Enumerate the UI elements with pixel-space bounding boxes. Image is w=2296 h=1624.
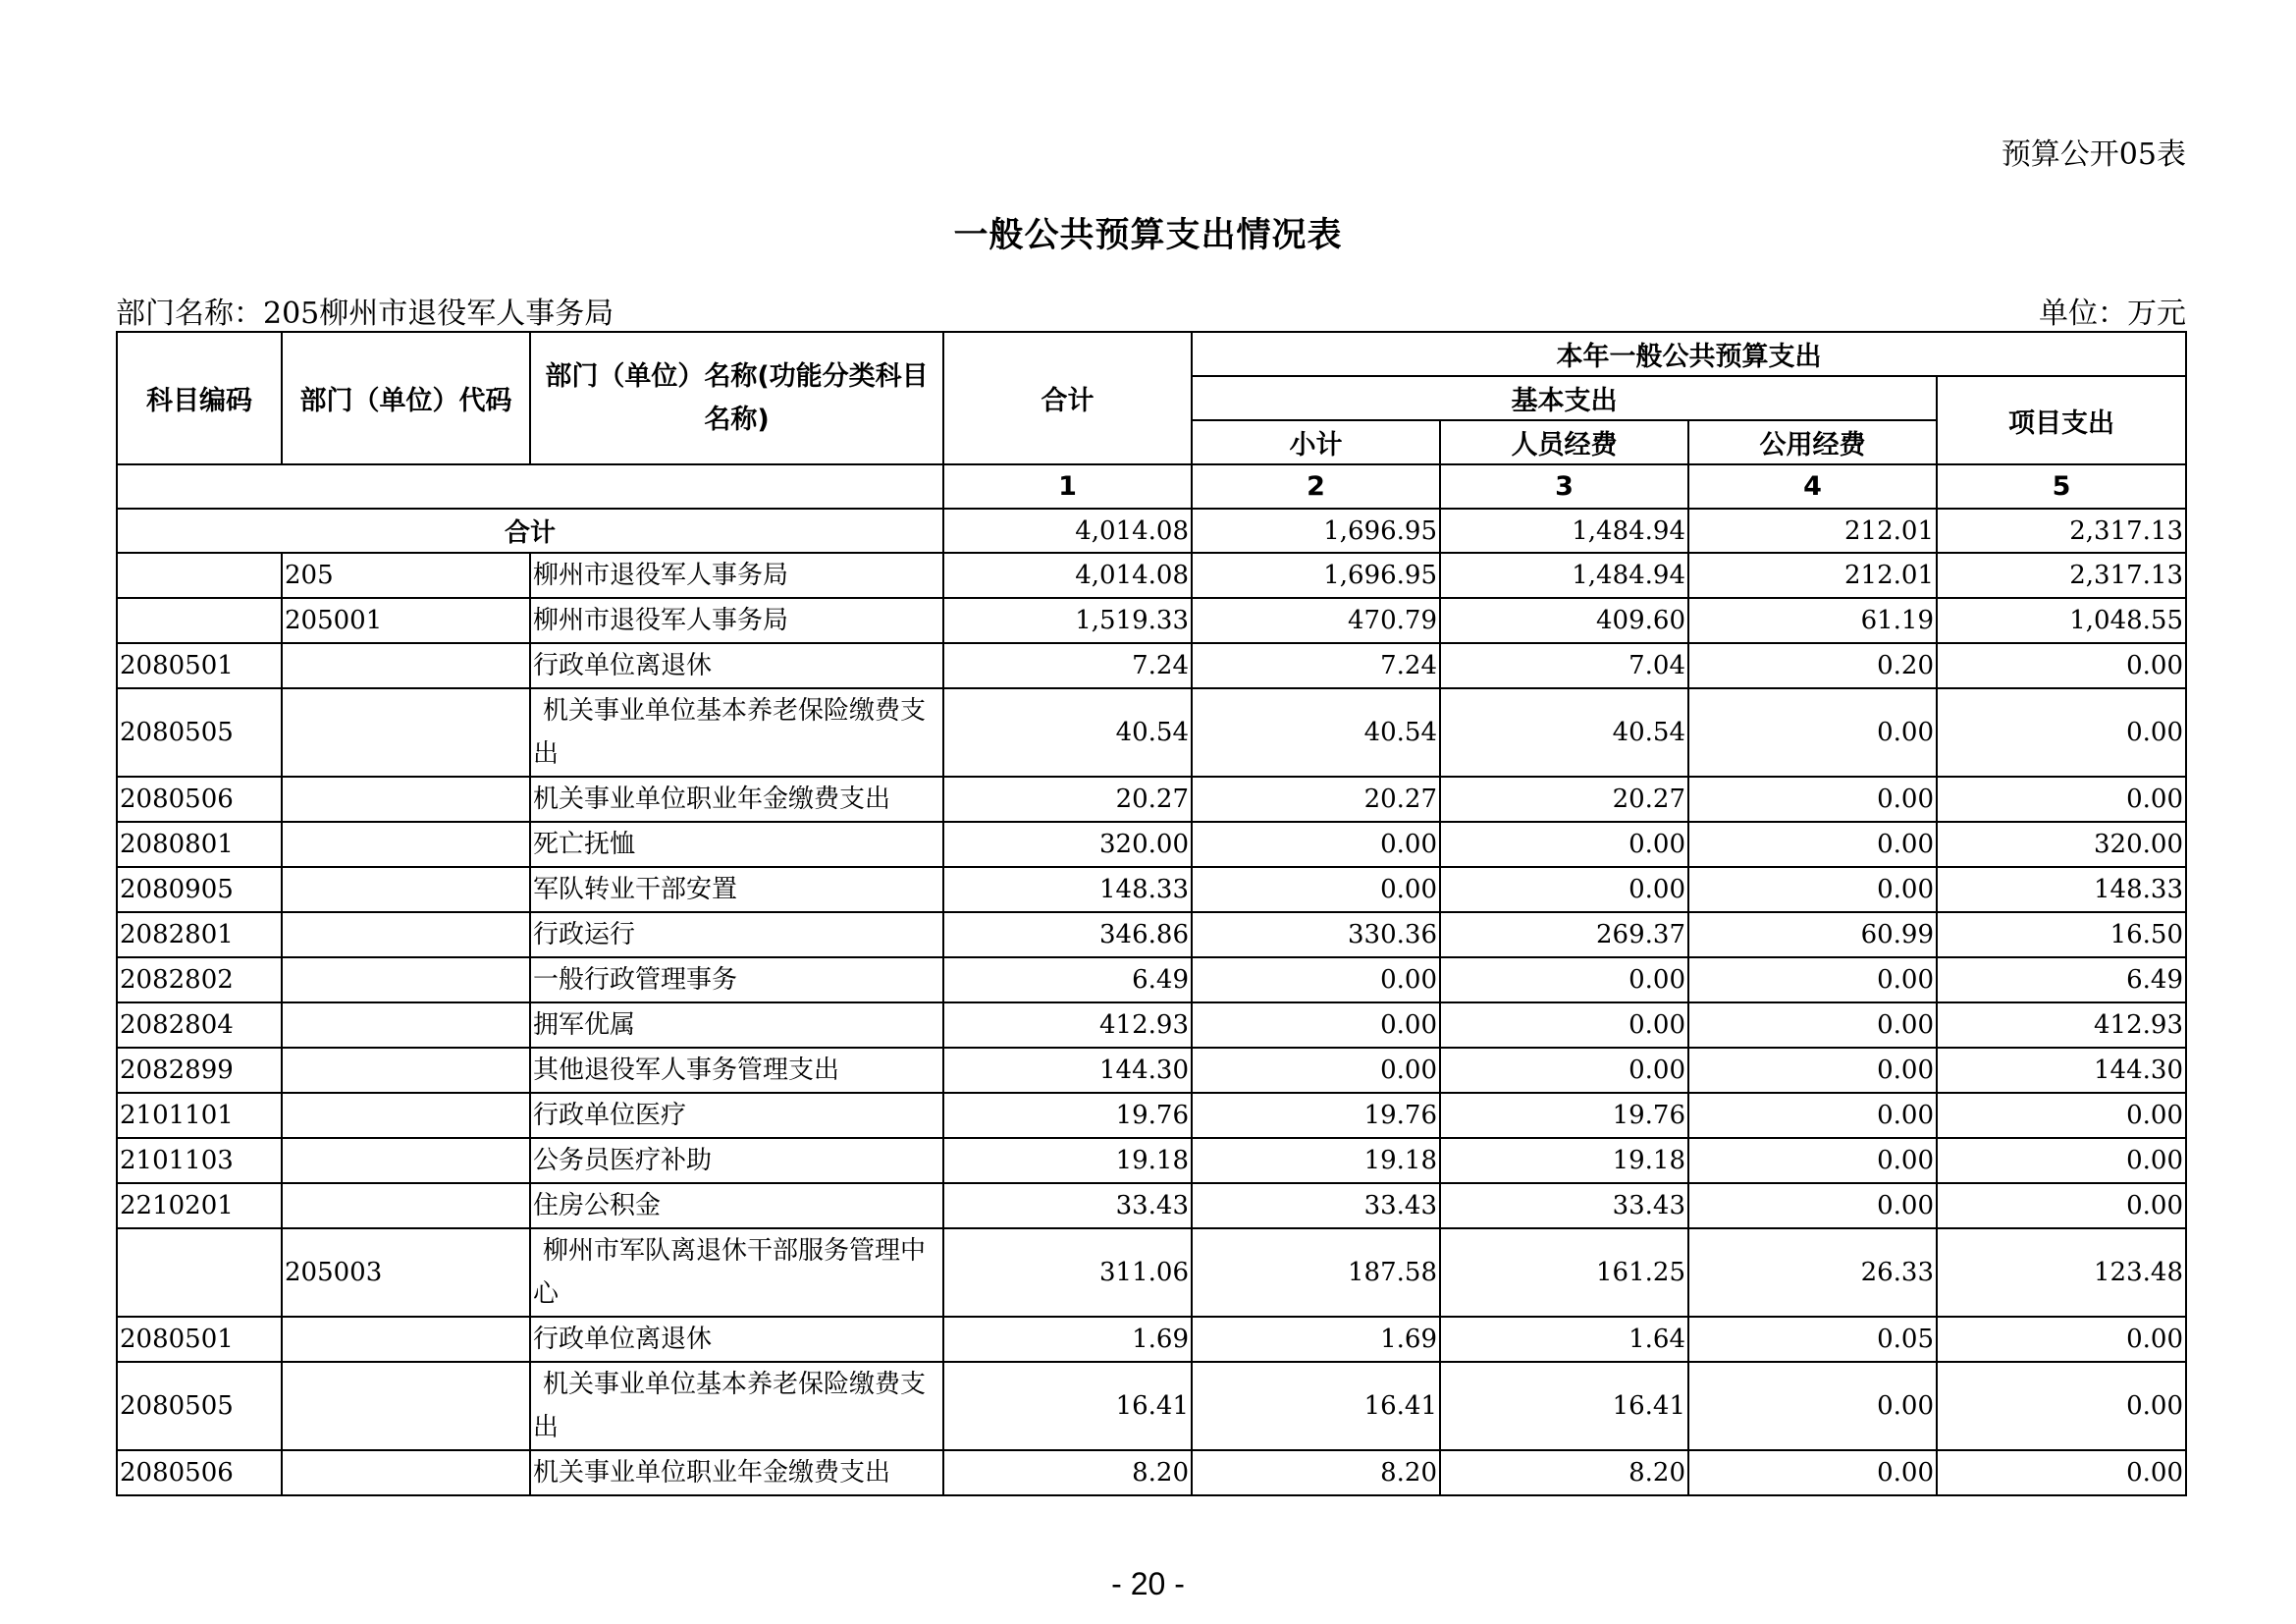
amount-cell: 148.33 — [943, 867, 1192, 912]
item-name: 柳州市退役军人事务局 — [530, 553, 943, 598]
item-name: 柳州市退役军人事务局 — [530, 598, 943, 643]
total-value: 1,484.94 — [1440, 509, 1688, 553]
amount-cell: 0.00 — [1192, 867, 1440, 912]
amount-cell: 7.04 — [1440, 643, 1688, 688]
item-name: 行政单位离退休 — [530, 643, 943, 688]
amount-cell: 212.01 — [1688, 553, 1937, 598]
subject-code — [117, 1228, 282, 1317]
amount-cell: 0.00 — [1192, 822, 1440, 867]
subject-code: 2082899 — [117, 1048, 282, 1093]
amount-cell: 320.00 — [1937, 822, 2186, 867]
amount-cell: 161.25 — [1440, 1228, 1688, 1317]
header-index-3: 3 — [1440, 464, 1688, 509]
table-row — [117, 598, 2186, 643]
amount-cell: 0.00 — [1937, 1093, 2186, 1138]
header-index-spacer — [117, 464, 943, 509]
unit-code — [282, 1317, 530, 1362]
page-title: 一般公共预算支出情况表 — [953, 215, 1343, 255]
amount-cell: 0.00 — [1688, 1362, 1937, 1450]
subject-code: 2082801 — [117, 912, 282, 957]
amount-cell: 0.00 — [1937, 777, 2186, 822]
amount-cell: 187.58 — [1192, 1228, 1440, 1317]
table-row — [117, 1183, 2186, 1228]
amount-cell: 311.06 — [943, 1228, 1192, 1317]
table-row — [117, 1450, 2186, 1495]
item-name: 机关事业单位职业年金缴费支出 — [530, 777, 943, 822]
header-current-year: 本年一般公共预算支出 — [1192, 332, 2186, 376]
amount-cell: 0.00 — [1937, 688, 2186, 777]
item-name: 拥军优属 — [530, 1002, 943, 1048]
table-row — [117, 1317, 2186, 1362]
amount-cell: 19.18 — [943, 1138, 1192, 1183]
header-total: 合计 — [943, 332, 1192, 464]
amount-cell: 330.36 — [1192, 912, 1440, 957]
table-row — [117, 1138, 2186, 1183]
amount-cell: 0.00 — [1440, 1048, 1688, 1093]
amount-cell: 8.20 — [943, 1450, 1192, 1495]
unit-code — [282, 1183, 530, 1228]
table-row — [117, 1362, 2186, 1450]
subject-code: 2210201 — [117, 1183, 282, 1228]
item-name: 死亡抚恤 — [530, 822, 943, 867]
amount-cell: 0.00 — [1688, 822, 1937, 867]
amount-cell: 8.20 — [1192, 1450, 1440, 1495]
subject-code: 2080506 — [117, 1450, 282, 1495]
total-value: 2,317.13 — [1937, 509, 2186, 553]
amount-cell: 0.00 — [1688, 1183, 1937, 1228]
unit-code — [282, 1138, 530, 1183]
total-value: 212.01 — [1688, 509, 1937, 553]
amount-cell: 60.99 — [1688, 912, 1937, 957]
amount-cell: 0.00 — [1688, 867, 1937, 912]
page-number: - 20 - — [1111, 1566, 1185, 1601]
table-row — [117, 867, 2186, 912]
amount-cell: 26.33 — [1688, 1228, 1937, 1317]
table-row — [117, 822, 2186, 867]
item-name: 行政单位离退休 — [530, 1317, 943, 1362]
table-row — [117, 957, 2186, 1002]
table-row — [117, 777, 2186, 822]
unit-code — [282, 1048, 530, 1093]
subject-code: 2080505 — [117, 688, 282, 777]
amount-cell: 0.00 — [1688, 1048, 1937, 1093]
table-row — [117, 688, 2186, 777]
amount-cell: 0.00 — [1937, 1317, 2186, 1362]
amount-cell: 148.33 — [1937, 867, 2186, 912]
header-project: 项目支出 — [1937, 376, 2186, 464]
header-personnel: 人员经费 — [1440, 420, 1688, 464]
item-name: 公务员医疗补助 — [530, 1138, 943, 1183]
amount-cell: 470.79 — [1192, 598, 1440, 643]
table-row — [117, 1093, 2186, 1138]
amount-cell: 144.30 — [943, 1048, 1192, 1093]
subject-code — [117, 553, 282, 598]
form-number: 预算公开05表 — [2001, 137, 2186, 172]
amount-cell: 0.00 — [1688, 777, 1937, 822]
subject-code: 2080501 — [117, 643, 282, 688]
amount-cell: 123.48 — [1937, 1228, 2186, 1317]
department-label: 部门名称：205柳州市退役军人事务局 — [116, 297, 614, 331]
unit-code — [282, 1362, 530, 1450]
amount-cell: 40.54 — [1192, 688, 1440, 777]
unit-code — [282, 1093, 530, 1138]
amount-cell: 0.00 — [1440, 867, 1688, 912]
amount-cell: 0.00 — [1937, 643, 2186, 688]
amount-cell: 0.00 — [1937, 1362, 2186, 1450]
amount-cell: 0.00 — [1440, 822, 1688, 867]
budget-table — [116, 331, 2187, 1496]
table-row — [117, 912, 2186, 957]
amount-cell: 0.00 — [1937, 1450, 2186, 1495]
subject-code — [117, 598, 282, 643]
subject-code: 2080505 — [117, 1362, 282, 1450]
amount-cell: 2,317.13 — [1937, 553, 2186, 598]
amount-cell: 33.43 — [1440, 1183, 1688, 1228]
unit-code: 205003 — [282, 1228, 530, 1317]
amount-cell: 1,519.33 — [943, 598, 1192, 643]
item-name: 行政单位医疗 — [530, 1093, 943, 1138]
unit-code — [282, 1002, 530, 1048]
amount-cell: 1,696.95 — [1192, 553, 1440, 598]
table-row — [117, 1002, 2186, 1048]
unit-code: 205001 — [282, 598, 530, 643]
amount-cell: 0.00 — [1192, 1002, 1440, 1048]
item-name: 住房公积金 — [530, 1183, 943, 1228]
item-name: 机关事业单位基本养老保险缴费支出 — [530, 1362, 943, 1450]
amount-cell: 6.49 — [1937, 957, 2186, 1002]
header-index-1: 1 — [943, 464, 1192, 509]
amount-cell: 144.30 — [1937, 1048, 2186, 1093]
subject-code: 2080501 — [117, 1317, 282, 1362]
amount-cell: 0.00 — [1937, 1138, 2186, 1183]
amount-cell: 20.27 — [943, 777, 1192, 822]
unit-code — [282, 867, 530, 912]
amount-cell: 0.00 — [1688, 957, 1937, 1002]
subject-code: 2101101 — [117, 1093, 282, 1138]
item-name: 军队转业干部安置 — [530, 867, 943, 912]
subject-code: 2080801 — [117, 822, 282, 867]
amount-cell: 346.86 — [943, 912, 1192, 957]
subject-code: 2101103 — [117, 1138, 282, 1183]
amount-cell: 40.54 — [943, 688, 1192, 777]
amount-cell: 6.49 — [943, 957, 1192, 1002]
amount-cell: 0.00 — [1937, 1183, 2186, 1228]
amount-cell: 0.00 — [1688, 1093, 1937, 1138]
table-row — [117, 1048, 2186, 1093]
unit-code: 205 — [282, 553, 530, 598]
item-name: 柳州市军队离退休干部服务管理中心 — [530, 1228, 943, 1317]
amount-cell: 19.18 — [1440, 1138, 1688, 1183]
amount-cell: 1.64 — [1440, 1317, 1688, 1362]
amount-cell: 0.00 — [1440, 957, 1688, 1002]
total-value: 1,696.95 — [1192, 509, 1440, 553]
header-name: 部门（单位）名称(功能分类科目名称) — [530, 332, 943, 464]
amount-cell: 1,484.94 — [1440, 553, 1688, 598]
amount-cell: 409.60 — [1440, 598, 1688, 643]
amount-cell: 412.93 — [943, 1002, 1192, 1048]
table-row — [117, 553, 2186, 598]
amount-cell: 61.19 — [1688, 598, 1937, 643]
table-row — [117, 643, 2186, 688]
header-unit-code: 部门（单位）代码 — [282, 332, 530, 464]
unit-label: 单位：万元 — [2039, 297, 2186, 331]
unit-code — [282, 957, 530, 1002]
unit-code — [282, 777, 530, 822]
amount-cell: 16.50 — [1937, 912, 2186, 957]
amount-cell: 0.00 — [1688, 1450, 1937, 1495]
amount-cell: 269.37 — [1440, 912, 1688, 957]
amount-cell: 7.24 — [943, 643, 1192, 688]
amount-cell: 16.41 — [1192, 1362, 1440, 1450]
subject-code: 2080506 — [117, 777, 282, 822]
unit-code — [282, 688, 530, 777]
subject-code: 2080905 — [117, 867, 282, 912]
amount-cell: 33.43 — [943, 1183, 1192, 1228]
amount-cell: 19.76 — [1440, 1093, 1688, 1138]
subject-code: 2082804 — [117, 1002, 282, 1048]
item-name: 一般行政管理事务 — [530, 957, 943, 1002]
unit-code — [282, 643, 530, 688]
subject-code: 2082802 — [117, 957, 282, 1002]
amount-cell: 8.20 — [1440, 1450, 1688, 1495]
amount-cell: 0.00 — [1440, 1002, 1688, 1048]
header-basic: 基本支出 — [1192, 376, 1937, 420]
amount-cell: 0.00 — [1192, 1048, 1440, 1093]
amount-cell: 19.18 — [1192, 1138, 1440, 1183]
unit-code — [282, 822, 530, 867]
amount-cell: 19.76 — [1192, 1093, 1440, 1138]
amount-cell: 1.69 — [1192, 1317, 1440, 1362]
amount-cell: 0.05 — [1688, 1317, 1937, 1362]
amount-cell: 33.43 — [1192, 1183, 1440, 1228]
amount-cell: 16.41 — [1440, 1362, 1688, 1450]
amount-cell: 0.00 — [1688, 1138, 1937, 1183]
amount-cell: 20.27 — [1192, 777, 1440, 822]
item-name: 行政运行 — [530, 912, 943, 957]
amount-cell: 19.76 — [943, 1093, 1192, 1138]
amount-cell: 0.00 — [1192, 957, 1440, 1002]
item-name: 机关事业单位基本养老保险缴费支出 — [530, 688, 943, 777]
amount-cell: 0.00 — [1688, 1002, 1937, 1048]
header-index-2: 2 — [1192, 464, 1440, 509]
amount-cell: 40.54 — [1440, 688, 1688, 777]
amount-cell: 0.00 — [1688, 688, 1937, 777]
total-label: 合计 — [117, 509, 943, 553]
header-code: 科目编码 — [117, 332, 282, 464]
amount-cell: 20.27 — [1440, 777, 1688, 822]
header-index-5: 5 — [1937, 464, 2186, 509]
amount-cell: 1,048.55 — [1937, 598, 2186, 643]
item-name: 其他退役军人事务管理支出 — [530, 1048, 943, 1093]
amount-cell: 16.41 — [943, 1362, 1192, 1450]
unit-code — [282, 912, 530, 957]
table-row — [117, 1228, 2186, 1317]
amount-cell: 412.93 — [1937, 1002, 2186, 1048]
amount-cell: 320.00 — [943, 822, 1192, 867]
amount-cell: 1.69 — [943, 1317, 1192, 1362]
header-subtotal: 小计 — [1192, 420, 1440, 464]
item-name: 机关事业单位职业年金缴费支出 — [530, 1450, 943, 1495]
header-index-4: 4 — [1688, 464, 1937, 509]
unit-code — [282, 1450, 530, 1495]
header-public: 公用经费 — [1688, 420, 1937, 464]
amount-cell: 0.20 — [1688, 643, 1937, 688]
total-value: 4,014.08 — [943, 509, 1192, 553]
total-row — [117, 509, 2186, 553]
amount-cell: 7.24 — [1192, 643, 1440, 688]
amount-cell: 4,014.08 — [943, 553, 1192, 598]
